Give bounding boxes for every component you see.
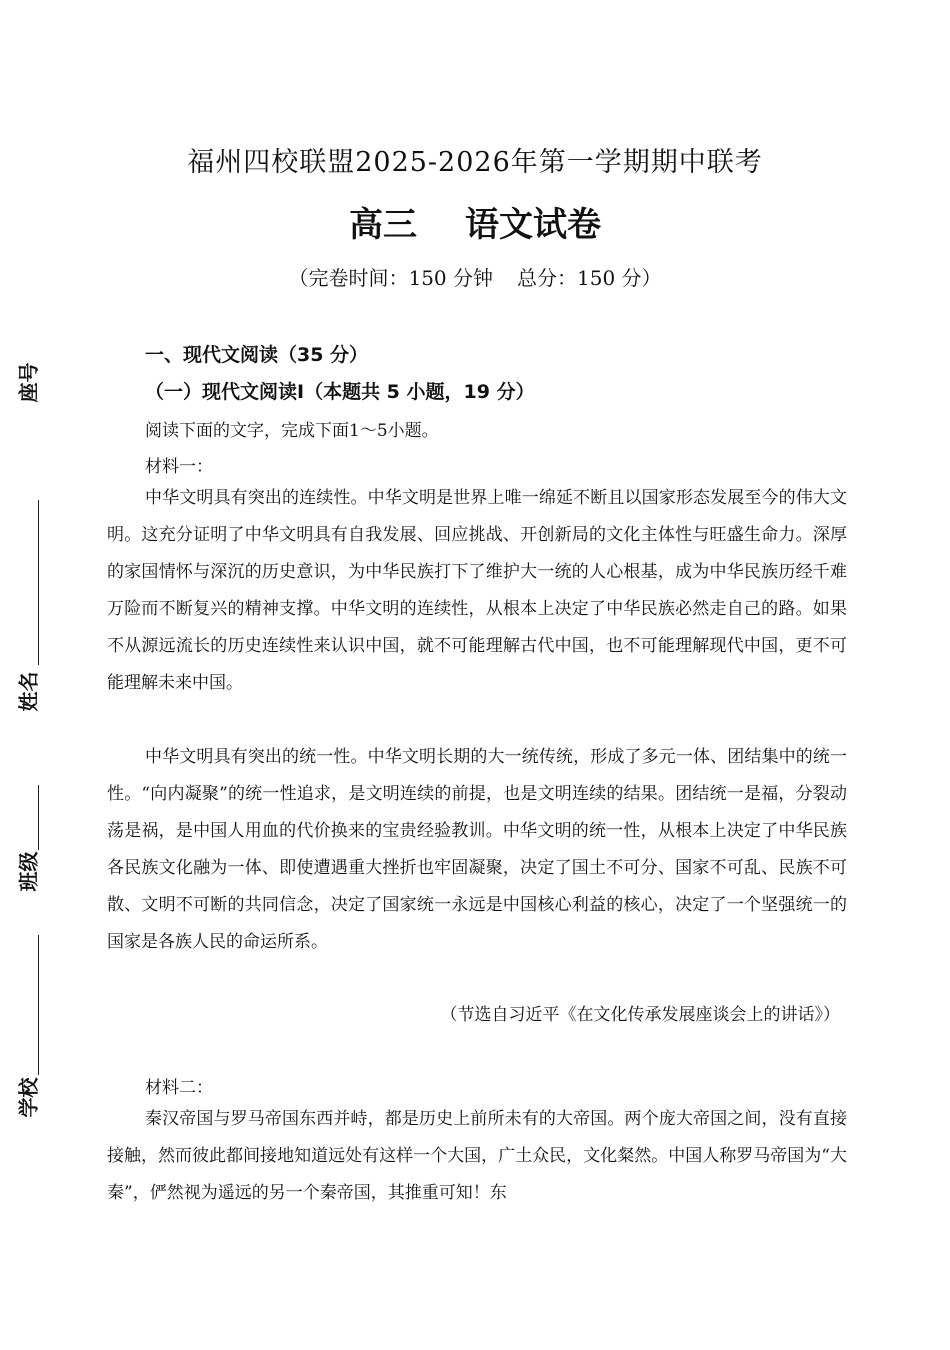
name-label: 姓名: [16, 671, 41, 712]
material-two-paragraph-1: 秦汉帝国与罗马帝国东西并峙，都是历史上前所未有的大帝国。两个庞大帝国之间，没有直接接触，然而彼此都间接地知道远处有这样一个大国，广土众民，文化粲然。中国人称罗马帝国为“大秦”，俨然视为遥远的另一个秦帝国，其推重可知！东: [107, 1109, 847, 1203]
exam-score: 总分：150 分）: [517, 266, 662, 290]
exam-time: （完卷时间：150 分钟: [288, 266, 493, 290]
school-line[interactable]: [38, 935, 39, 1075]
name-line[interactable]: [38, 500, 39, 665]
material-two-label: 材料二：: [145, 1078, 213, 1098]
school-label: 学校: [16, 1077, 41, 1118]
paper-title: [0, 197, 950, 246]
class-label: 班级: [16, 851, 41, 892]
material-one-label: 材料一：: [145, 457, 213, 477]
seat-label: 座号: [16, 362, 41, 403]
subject-label: 语文试卷: [465, 205, 601, 245]
instruction: 阅读下面的文字，完成下面1～5小题。: [145, 421, 439, 441]
material-one-source: （节选自习近平《在文化传承发展座谈会上的讲话》）: [440, 1005, 840, 1025]
exam-info: [0, 262, 950, 291]
grade-label: 高三: [349, 205, 417, 245]
exam-title: 福州四校联盟2025-2026年第一学期期中联考: [187, 147, 763, 178]
section-heading: 一、现代文阅读（35 分）: [145, 344, 369, 366]
subsection-heading: （一）现代文阅读Ⅰ（本题共 5 小题，19 分）: [145, 381, 535, 403]
material-one-paragraph-1: 中华文明具有突出的连续性。中华文明是世界上唯一绵延不断且以国家形态发展至今的伟大文明。这充分证明了中华文明具有自我发展、回应挑战、开创新局的文化主体性与旺盛生命力。深厚的家国情怀与深沉的历史意识，为中华民族打下了维护大一统的人心根基，成为中华民族历经千难万险而不断复兴的精神支撑。中华文明的连续性，从根本上决定了中华民族必然走自己的路。如果不从源远流长的历史连续性来认识中国，就不可能理解古代中国，也不可能理解现代中国，更不可能理解未来中国。: [107, 488, 847, 693]
material-one-paragraph-2: 中华文明具有突出的统一性。中华文明长期的大一统传统，形成了多元一体、团结集中的统一性。“向内凝聚”的统一性追求，是文明连续的前提，也是文明连续的结果。团结统一是福，分裂动荡是祸，是中国人用血的代价换来的宝贵经验教训。中华文明的统一性，从根本上决定了中华民族各民族文化融为一体、即使遭遇重大挫折也牢固凝聚，决定了国土不可分、国家不可乱、民族不可散、文明不可断的共同信念，决定了国家统一永远是中国核心利益的核心，决定了一个坚强统一的国家是各族人民的命运所系。: [107, 747, 847, 952]
class-line[interactable]: [38, 785, 39, 850]
